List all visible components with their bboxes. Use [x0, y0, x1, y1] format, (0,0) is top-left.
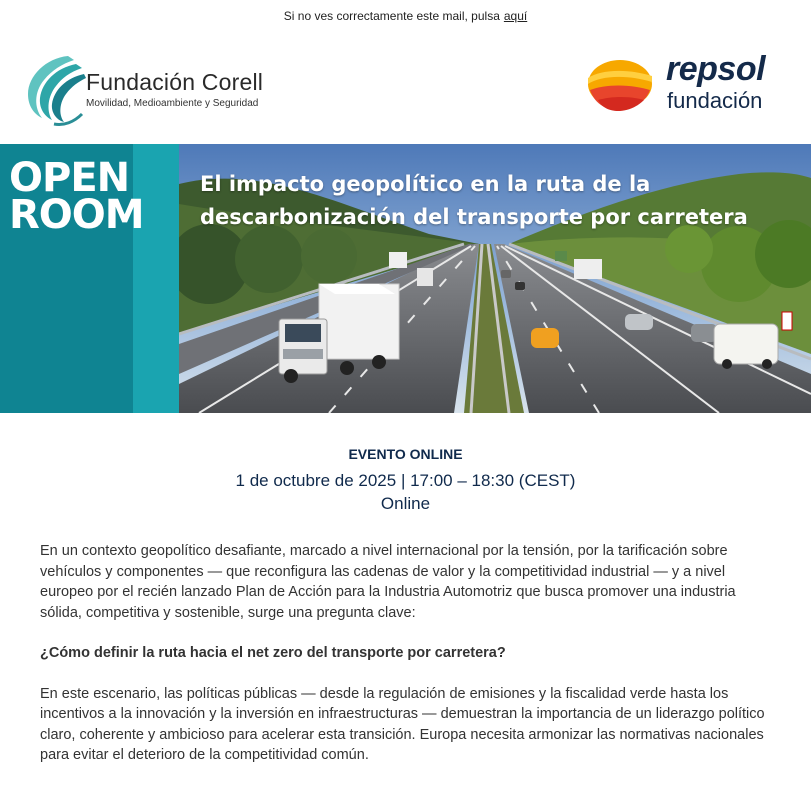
open-room-brand [9, 155, 144, 238]
email-body [0, 541, 811, 766]
repsol-name: repsol [666, 50, 766, 88]
key-question: ¿Cómo definir la ruta hacia el net zero del transporte por carretera? [40, 645, 506, 661]
logo-header [0, 32, 811, 144]
banner-title [200, 168, 748, 234]
banner-title-line2: descarbonización del transporte por carretera [200, 205, 748, 229]
fundacion-corell-logo[interactable] [24, 50, 264, 128]
event-info [0, 446, 811, 514]
view-online-link[interactable]: aquí [503, 9, 528, 23]
corell-tagline: Movilidad, Medioambiente y Seguridad [86, 98, 259, 109]
preheader-text: Si no ves correctamente este mail, pulsa [283, 9, 500, 23]
repsol-fundacion-logo[interactable] [586, 50, 791, 124]
context-paragraph: En este escenario, las políticas públicas — desde la regulación de emisiones y la fiscalidad verde hasta los incentivos a la innovación y la inversión en infraestructuras — demuestran la importancia de un liderazgo político claro, coherente y ambicioso para acelerar esta transición. Europa necesita armonizar las normativas nacionales para evitar el deterioro de la competitividad común. [40, 685, 765, 763]
event-type: EVENTO ONLINE [348, 446, 463, 462]
event-date: 1 de octubre de 2025 | 17:00 – 18:30 (CEST) [235, 471, 576, 490]
corell-name: Fundación Corell [86, 69, 264, 95]
intro-paragraph: En un contexto geopolítico desafiante, marcado a nivel internacional por la tensión, por la tarificación sobre vehículos y componentes — que reconfigura las cadenas de valor y la competitividad industrial — y a nivel europeo por el recién lanzado Plan de Acción para la Industria Automotriz que busca promover una industria sólida, competitiva y sostenible, surge una pregunta clave: [40, 543, 736, 621]
hero-banner[interactable] [0, 144, 811, 413]
event-place: Online [380, 494, 431, 513]
open-room-line2: ROOM [9, 192, 144, 238]
banner-title-line1: El impacto geopolítico en la ruta de la [200, 172, 651, 196]
repsol-subtitle: fundación [667, 88, 763, 113]
corell-swoosh-icon [24, 50, 86, 128]
open-room-line1: OPEN [9, 155, 130, 201]
preheader [0, 0, 811, 32]
repsol-flame-icon [586, 56, 654, 112]
